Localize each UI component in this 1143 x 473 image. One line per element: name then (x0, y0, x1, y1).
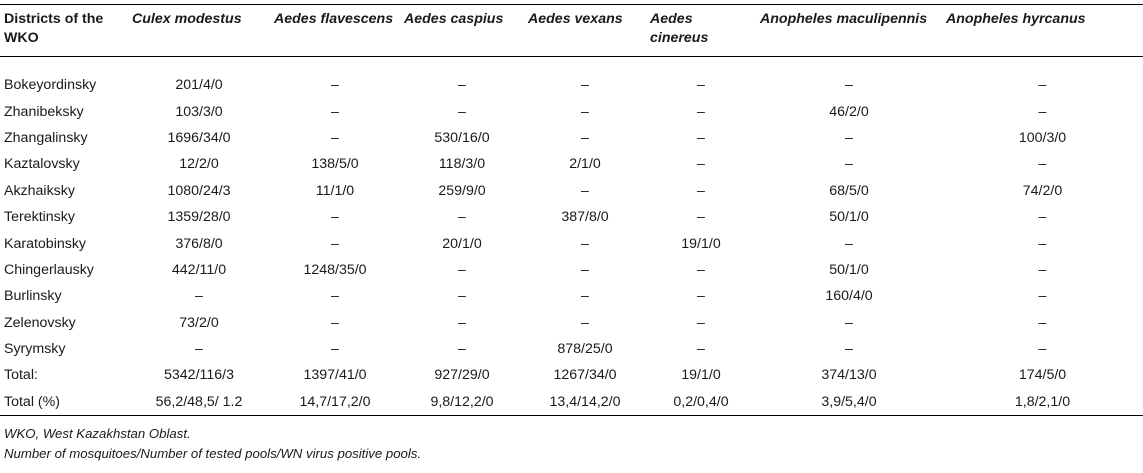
count-cell: 374/13/0 (821, 367, 877, 384)
district-name-cell: Zhanibeksky (4, 103, 84, 120)
table-row (0, 362, 1143, 388)
count-cell: – (331, 288, 339, 305)
table-row (0, 72, 1143, 98)
count-cell: – (697, 261, 705, 278)
count-cell: – (331, 103, 339, 120)
count-cell: – (195, 341, 203, 358)
table-row (0, 310, 1143, 336)
count-cell: 259/9/0 (438, 182, 486, 199)
count-cell: – (331, 314, 339, 331)
header-aedes-vexans: Aedes vexans (528, 11, 623, 27)
count-cell: – (845, 77, 853, 94)
count-cell: 1359/28/0 (167, 209, 231, 226)
header-culex-modestus: Culex modestus (132, 11, 242, 27)
header-anopheles-hyrcanus: Anopheles hyrcanus (946, 11, 1086, 27)
count-cell: 1696/34/0 (167, 129, 231, 146)
count-cell: – (1038, 314, 1047, 331)
count-cell: 138/5/0 (311, 156, 359, 173)
count-cell: – (458, 288, 466, 305)
header-anopheles-maculipennis: Anopheles maculipennis (760, 11, 928, 27)
count-cell: 2/1/0 (569, 156, 601, 173)
count-cell: – (697, 103, 705, 120)
count-cell: 5342/116/3 (164, 367, 234, 384)
count-cell: – (331, 235, 339, 252)
count-cell: – (1038, 341, 1047, 358)
count-cell: – (845, 129, 853, 146)
table-row (0, 178, 1143, 204)
count-cell: 3,9/5,4/0 (821, 393, 877, 410)
district-name-cell: Syrymsky (4, 341, 66, 358)
district-name-cell: Akzhaiksky (4, 182, 75, 199)
table-spacer-row (0, 57, 1143, 73)
count-cell: 50/1/0 (829, 261, 869, 278)
count-cell: – (1038, 261, 1047, 278)
count-cell: – (1038, 77, 1047, 94)
count-cell: – (458, 77, 466, 94)
table-row (0, 151, 1143, 177)
district-name-cell: Chingerlausky (4, 261, 94, 278)
count-cell: 0,2/0,4/0 (673, 393, 729, 410)
district-name-cell: Terektinsky (4, 209, 75, 226)
count-cell: 530/16/0 (434, 129, 490, 146)
district-name-cell: Zelenovsky (4, 314, 76, 331)
count-cell: 46/2/0 (829, 103, 869, 120)
footnote-abbreviation: WKO, West Kazakhstan Oblast. (4, 426, 191, 441)
district-name-cell: Burlinsky (4, 288, 62, 305)
header-aedes-caspius: Aedes caspius (404, 11, 504, 27)
count-cell: – (195, 288, 203, 305)
mosquito-table-container (0, 4, 1143, 416)
count-cell: – (697, 77, 705, 94)
table-row (0, 257, 1143, 283)
count-cell: – (581, 235, 589, 252)
count-cell: 19/1/0 (681, 367, 721, 384)
count-cell: 1248/35/0 (303, 261, 367, 278)
count-cell: – (845, 314, 853, 331)
count-cell: – (697, 129, 705, 146)
count-cell: 160/4/0 (825, 288, 873, 305)
header-aedes-flavescens: Aedes flavescens (274, 11, 394, 27)
header-districts: Districts of the WKO (4, 11, 104, 46)
count-cell: 12/2/0 (179, 156, 219, 173)
count-cell: – (581, 261, 589, 278)
count-cell: 19/1/0 (681, 235, 721, 252)
count-cell: 73/2/0 (179, 314, 219, 331)
count-cell: – (845, 341, 853, 358)
spacer-cell (0, 57, 1143, 73)
table-row (0, 389, 1143, 416)
count-cell: – (331, 77, 339, 94)
count-cell: – (1038, 235, 1047, 252)
count-cell: – (581, 103, 589, 120)
count-cell: – (581, 314, 589, 331)
count-cell: – (1038, 156, 1047, 173)
count-cell: – (331, 341, 339, 358)
district-name-cell: Total: (4, 367, 38, 384)
district-name-cell: Zhangalinsky (4, 129, 88, 146)
count-cell: – (458, 261, 466, 278)
count-cell: – (581, 288, 589, 305)
count-cell: – (331, 209, 339, 226)
count-cell: 118/3/0 (438, 156, 486, 173)
count-cell: 927/29/0 (434, 367, 490, 384)
count-cell: – (697, 341, 705, 358)
count-cell: 387/8/0 (561, 209, 609, 226)
table-row (0, 283, 1143, 309)
count-cell: 9,8/12,2/0 (430, 393, 494, 410)
count-cell: 11/1/0 (315, 182, 355, 199)
table-row (0, 98, 1143, 124)
count-cell: 50/1/0 (829, 209, 869, 226)
count-cell: – (458, 103, 466, 120)
count-cell: 13,4/14,2/0 (549, 393, 621, 410)
count-cell: – (581, 77, 589, 94)
count-cell: 68/5/0 (829, 182, 869, 199)
count-cell: – (697, 156, 705, 173)
count-cell: – (697, 288, 705, 305)
count-cell: 100/3/0 (1018, 129, 1067, 146)
table-row (0, 204, 1143, 230)
count-cell: – (845, 235, 853, 252)
header-row (0, 5, 1143, 57)
count-cell: – (581, 129, 589, 146)
table-row (0, 230, 1143, 256)
district-name-cell: Karatobinsky (4, 235, 87, 252)
count-cell: 14,7/17,2/0 (299, 393, 371, 410)
count-cell: 442/11/0 (171, 261, 227, 278)
district-name-cell: Kaztalovsky (4, 156, 80, 173)
count-cell: – (1038, 209, 1047, 226)
count-cell: – (697, 182, 705, 199)
count-cell: 878/25/0 (557, 341, 613, 358)
district-name-cell: Bokeyordinsky (4, 77, 97, 94)
count-cell: – (697, 209, 705, 226)
count-cell: 74/2/0 (1022, 182, 1063, 199)
count-cell: – (581, 182, 589, 199)
count-cell: 1267/34/0 (553, 367, 617, 384)
count-cell: 1080/24/3 (167, 182, 231, 199)
count-cell: – (845, 156, 853, 173)
count-cell: – (458, 209, 466, 226)
count-cell: – (331, 129, 339, 146)
table-row (0, 125, 1143, 151)
count-cell: 376/8/0 (175, 235, 223, 252)
footnote-legend: Number of mosquitoes/Number of tested pools/WN virus positive pools. (4, 446, 422, 461)
count-cell: 1,8/2,1/0 (1014, 393, 1071, 410)
table-body (0, 57, 1143, 416)
count-cell: – (458, 341, 466, 358)
count-cell: – (458, 314, 466, 331)
table-row (0, 336, 1143, 362)
district-name-cell: Total (%) (4, 393, 60, 410)
count-cell: – (697, 314, 705, 331)
count-cell: 174/5/0 (1018, 367, 1067, 384)
count-cell: 1397/41/0 (303, 367, 367, 384)
table-footnotes (4, 424, 421, 464)
count-cell: – (1038, 103, 1047, 120)
count-cell: – (1038, 288, 1047, 305)
count-cell: 103/3/0 (175, 103, 223, 120)
count-cell: 201/4/0 (175, 77, 223, 94)
mosquito-table (0, 4, 1143, 416)
count-cell: 20/1/0 (442, 235, 482, 252)
header-aedes-cinereus: Aedes cinereus (650, 11, 709, 46)
count-cell: 56,2/48,5/ 1.2 (155, 393, 243, 410)
